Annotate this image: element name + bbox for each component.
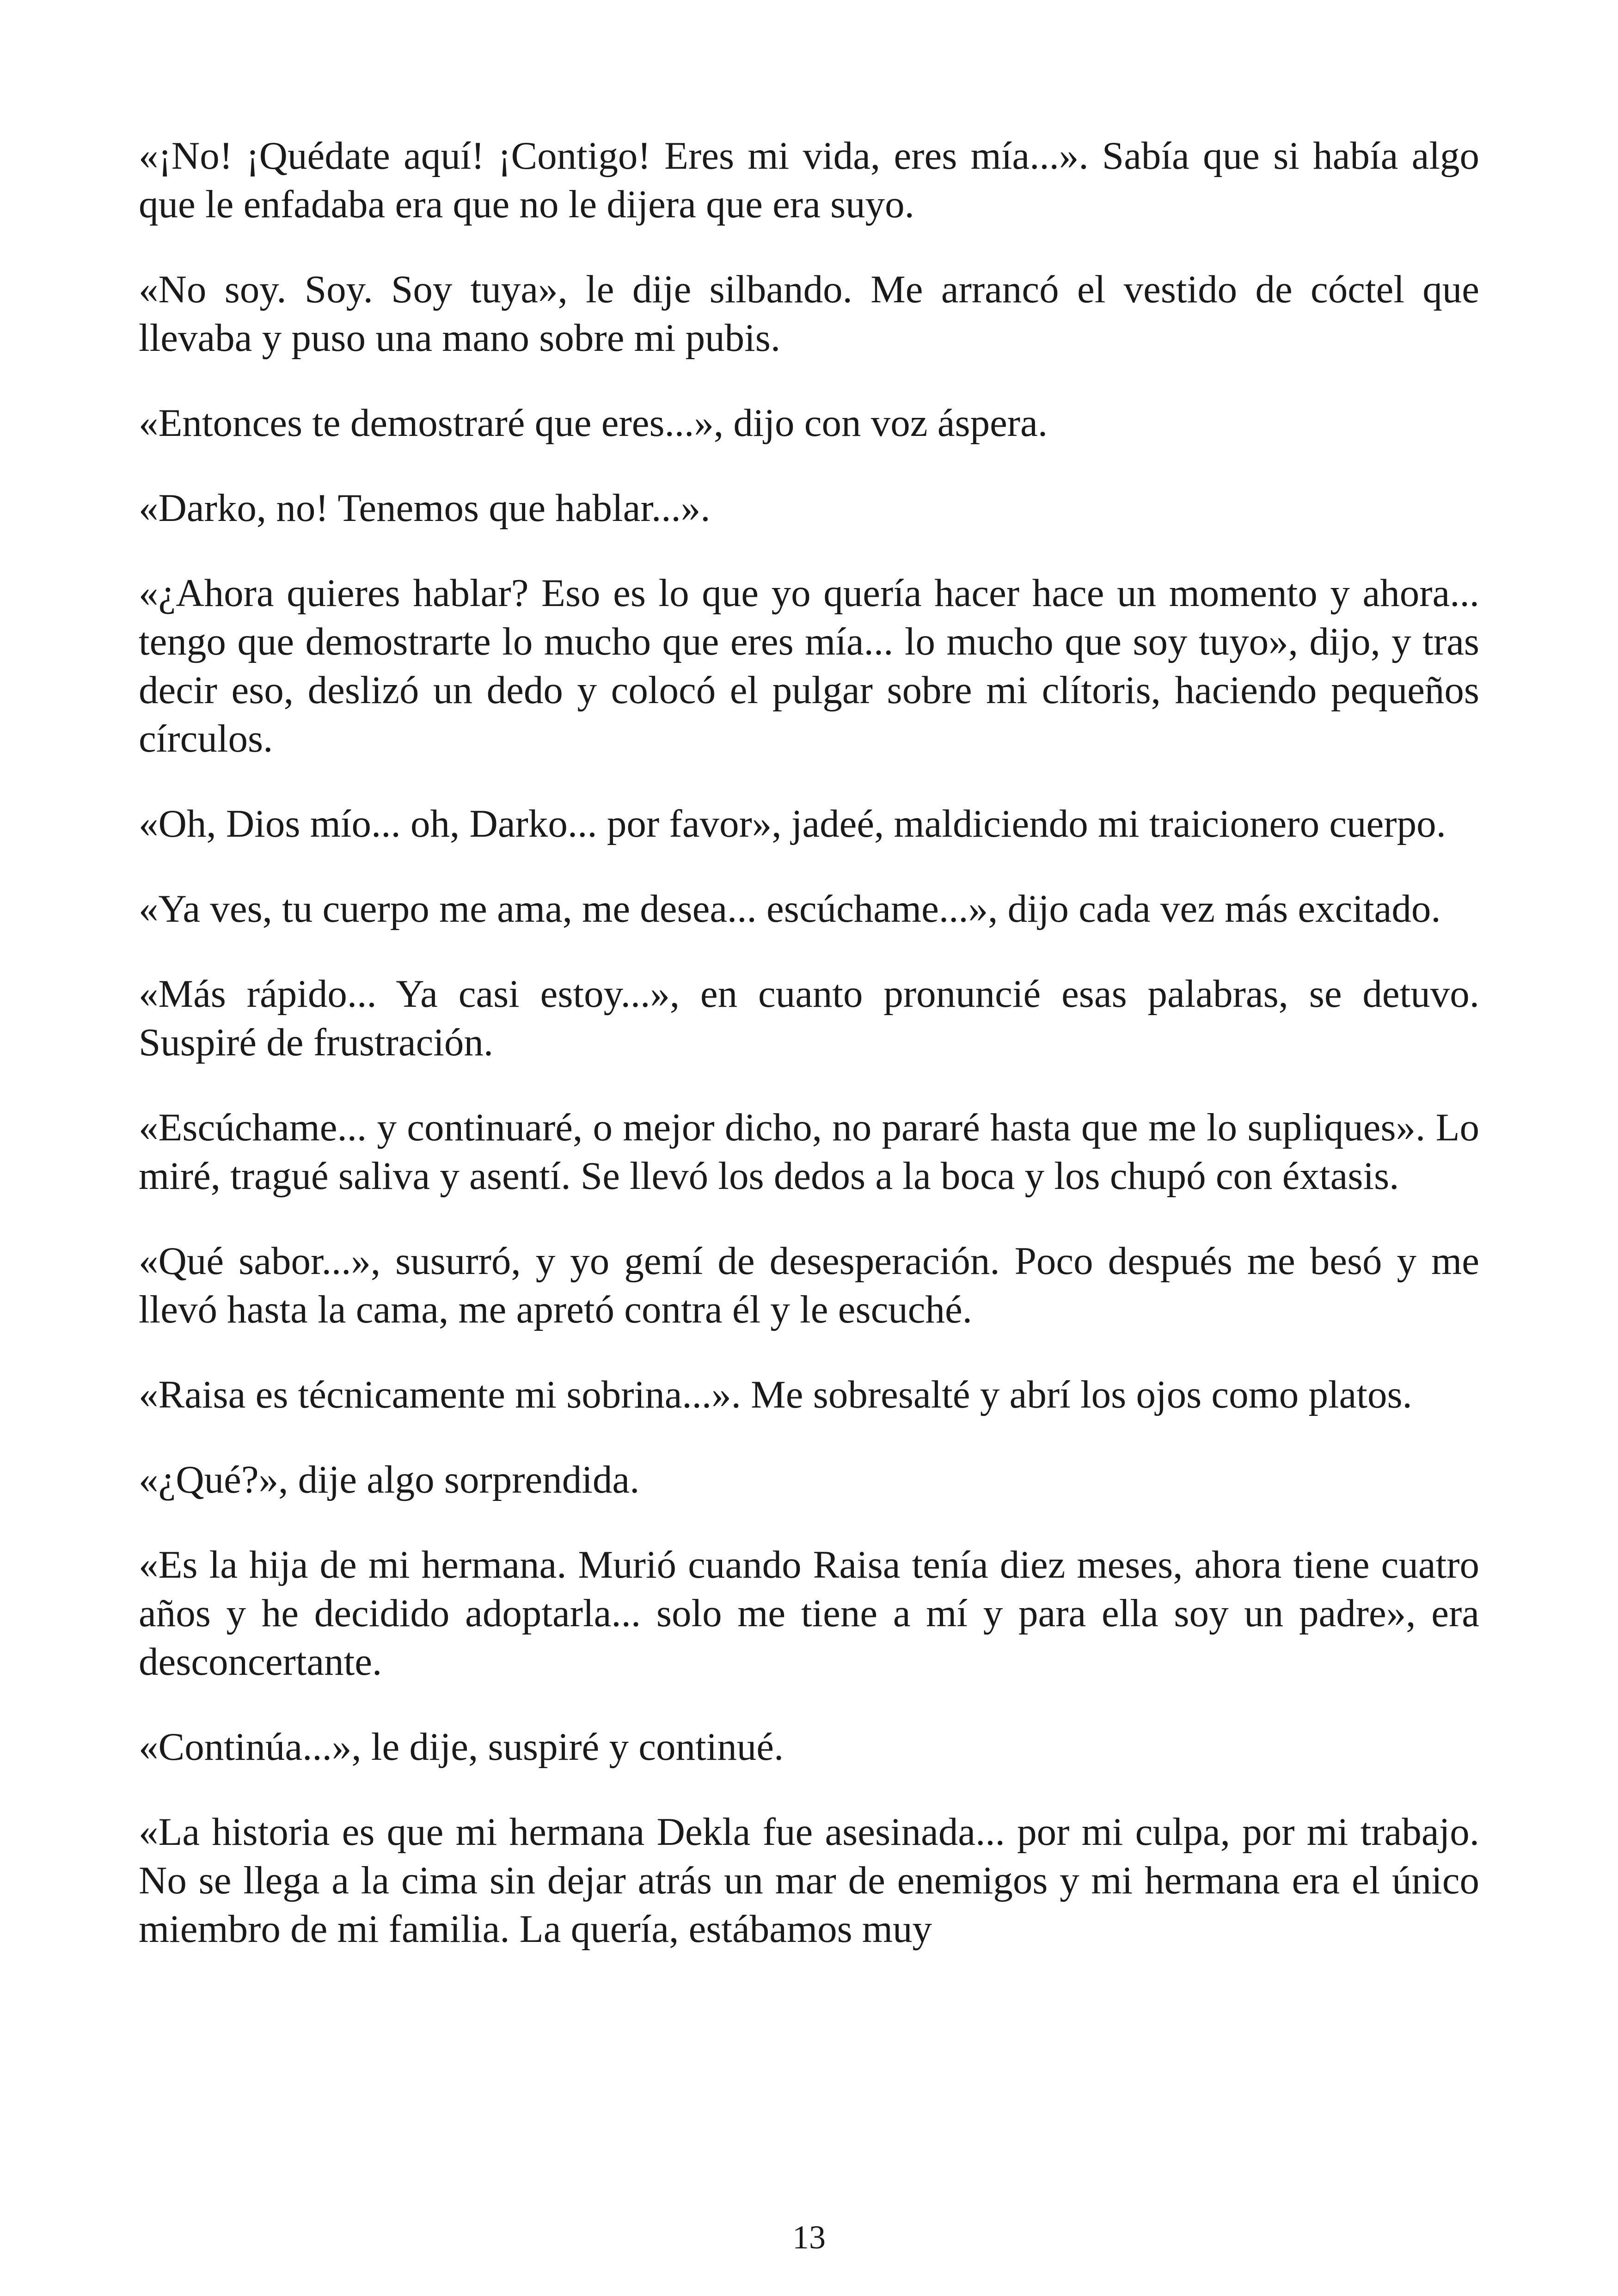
paragraph-15: «La historia es que mi hermana Dekla fue asesinada... por mi culpa, por mi trabajo. No se llega a la cima sin dejar atrás un mar de enemigos y mi hermana era el único miembro de mi familia. La quería, estábamos muy	[139, 1810, 1479, 1951]
paragraph-13: «Es la hija de mi hermana. Murió cuando Raisa tenía diez meses, ahora tiene cuatro años y he decidido adoptarla... solo me tiene a mí y para ella soy un padre», era desconcertante.	[139, 1543, 1479, 1684]
paragraph-10: «Qué sabor...», susurró, y yo gemí de desesperación. Poco después me besó y me llevó hasta la cama, me apretó contra él y le escuché.	[139, 1239, 1479, 1331]
paragraph-3: «Entonces te demostraré que eres...», dijo con voz áspera.	[139, 401, 1048, 445]
paragraph-11: «Raisa es técnicamente mi sobrina...». Me sobresalté y abrí los ojos como platos.	[139, 1373, 1412, 1416]
page-number: 13	[792, 2219, 826, 2256]
paragraph-6: «Oh, Dios mío... oh, Darko... por favor», jadeé, maldiciendo mi traicionero cuerpo.	[139, 802, 1446, 845]
paragraph-1: «¡No! ¡Quédate aquí! ¡Contigo! Eres mi vida, eres mía...». Sabía que si había algo que le enfadaba era que no le dijera que era suyo.	[139, 134, 1479, 226]
paragraph-9: «Escúchame... y continuaré, o mejor dicho, no pararé hasta que me lo supliques». Lo miré, tragué saliva y asentí. Se llevó los dedos a la boca y los chupó con éxtasis.	[139, 1106, 1479, 1198]
paragraph-7: «Ya ves, tu cuerpo me ama, me desea... escúchame...», dijo cada vez más excitado.	[139, 887, 1441, 931]
paragraph-5: «¿Ahora quieres hablar? Eso es lo que yo quería hacer hace un momento y ahora... tengo que demostrarte lo mucho que eres mía... lo mucho que soy tuyo», dijo, y tras decir eso, deslizó un dedo y colocó el pulgar sobre mi clítoris, haciendo pequeños círculos.	[139, 571, 1479, 760]
paragraph-8: «Más rápido... Ya casi estoy...», en cuanto pronuncié esas palabras, se detuvo. Suspiré de frustración.	[139, 972, 1479, 1064]
paragraph-12: «¿Qué?», dije algo sorprendida.	[139, 1458, 640, 1501]
paragraph-2: «No soy. Soy. Soy tuya», le dije silbando. Me arrancó el vestido de cóctel que llevaba y puso una mano sobre mi pubis.	[139, 268, 1479, 360]
paragraph-4: «Darko, no! Tenemos que hablar...».	[139, 486, 711, 530]
body-text	[139, 132, 1479, 1990]
paragraph-14: «Continúa...», le dije, suspiré y continué.	[139, 1725, 784, 1769]
